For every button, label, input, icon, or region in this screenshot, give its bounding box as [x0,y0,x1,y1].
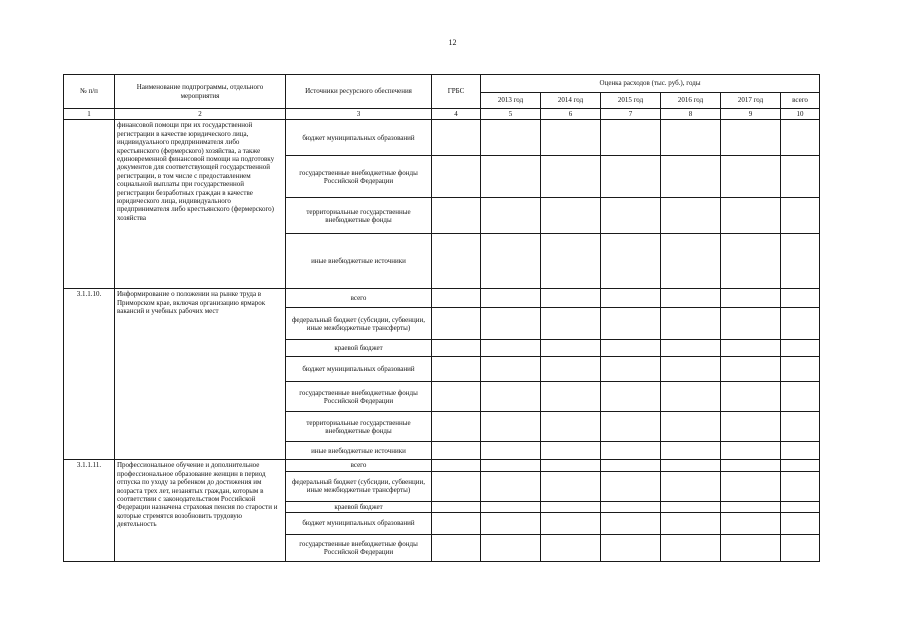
source-cell: территориальные государственные внебюджетные фонды [286,198,432,234]
value-cell [661,198,721,234]
value-cell [601,471,661,501]
header-year-2014: 2014 год [541,93,601,109]
value-cell [432,198,481,234]
row-name: Профессиональное обучение и дополнительное профессиональное образование женщин в период отпуска по уходу за ребенком до достижения им возраста трех лет, незанятых граждан, которым в соответствии с законодательством Российской Федерации назначена страховая пенсия по старости и которые стремятся возобновить трудовую деятельность [115,460,286,562]
col-number: 1 [64,109,115,120]
value-cell [781,442,820,460]
value-cell [601,460,661,471]
value-cell [541,120,601,156]
value-cell [541,412,601,442]
value-cell [541,156,601,198]
value-cell [541,357,601,382]
value-cell [541,501,601,512]
value-cell [481,442,541,460]
value-cell [432,460,481,471]
value-cell [481,308,541,340]
value-cell [432,289,481,308]
value-cell [721,120,781,156]
col-number: 9 [721,109,781,120]
value-cell [601,234,661,289]
value-cell [781,289,820,308]
row-name: Информирование о положении на рынке труда в Приморском крае, включая организацию ярмарок вакансий и учебных рабочих мест [115,289,286,460]
value-cell [432,156,481,198]
col-number: 2 [115,109,286,120]
value-cell [541,382,601,412]
value-cell [432,442,481,460]
header-year-2015: 2015 год [601,93,661,109]
value-cell [661,357,721,382]
value-cell [721,442,781,460]
value-cell [481,513,541,535]
header-year-2016: 2016 год [661,93,721,109]
source-cell: государственные внебюджетные фонды Российской Федерации [286,156,432,198]
col-number: 8 [661,109,721,120]
col-number: 6 [541,109,601,120]
table-row [64,460,820,471]
value-cell [601,289,661,308]
value-cell [541,471,601,501]
source-cell: федеральный бюджет (субсидии, субвенции, иные межбюджетные трансферты) [286,308,432,340]
value-cell [432,501,481,512]
value-cell [481,198,541,234]
value-cell [601,412,661,442]
value-cell [432,513,481,535]
value-cell [721,308,781,340]
value-cell [781,234,820,289]
value-cell [661,120,721,156]
value-cell [432,234,481,289]
value-cell [601,340,661,357]
source-cell: бюджет муниципальных образований [286,513,432,535]
col-number: 4 [432,109,481,120]
value-cell [721,535,781,562]
value-cell [661,442,721,460]
header-grbs: ГРБС [432,75,481,109]
table-row [64,289,820,308]
value-cell [481,382,541,412]
value-cell [721,234,781,289]
value-cell [721,198,781,234]
value-cell [541,460,601,471]
source-cell: государственные внебюджетные фонды Российской Федерации [286,382,432,412]
value-cell [601,382,661,412]
value-cell [432,357,481,382]
value-cell [601,156,661,198]
value-cell [601,535,661,562]
value-cell [432,382,481,412]
source-cell: всего [286,460,432,471]
value-cell [721,471,781,501]
value-cell [661,412,721,442]
value-cell [601,308,661,340]
value-cell [661,382,721,412]
value-cell [721,382,781,412]
value-cell [661,234,721,289]
value-cell [781,120,820,156]
header-total: всего [781,93,820,109]
row-name: финансовой помощи при их государственной регистрации в качестве юридического лица, индивидуального предпринимателя либо крестьянского (фермерского) хозяйства, а также единовременной финансовой помощи на подготовку документов для соответствующей государственной регистрации, в том числе с предоставлением социальной выплаты при государственной регистрации безработных граждан в качестве юридического лица, индивидуального предпринимателя либо крестьянского (фермерского) хозяйства [115,120,286,289]
value-cell [781,460,820,471]
expenditure-table [63,74,820,562]
col-number: 10 [781,109,820,120]
value-cell [481,501,541,512]
source-cell: бюджет муниципальных образований [286,357,432,382]
value-cell [661,460,721,471]
value-cell [721,501,781,512]
value-cell [661,340,721,357]
source-cell: государственные внебюджетные фонды Российской Федерации [286,535,432,562]
value-cell [661,513,721,535]
value-cell [541,513,601,535]
col-number: 5 [481,109,541,120]
row-num: 3.1.1.11. [64,460,115,562]
value-cell [661,156,721,198]
value-cell [661,308,721,340]
value-cell [721,460,781,471]
table-row [64,120,820,156]
value-cell [661,535,721,562]
value-cell [541,234,601,289]
value-cell [432,308,481,340]
value-cell [721,289,781,308]
row-num [64,120,115,289]
value-cell [721,412,781,442]
value-cell [781,513,820,535]
header-year-2013: 2013 год [481,93,541,109]
value-cell [601,513,661,535]
value-cell [781,357,820,382]
value-cell [541,442,601,460]
column-number-row [64,109,820,120]
value-cell [541,289,601,308]
col-number: 7 [601,109,661,120]
value-cell [601,120,661,156]
value-cell [481,357,541,382]
value-cell [781,412,820,442]
value-cell [601,442,661,460]
source-cell: федеральный бюджет (субсидии, субвенции, иные межбюджетные трансферты) [286,471,432,501]
value-cell [481,535,541,562]
value-cell [781,308,820,340]
value-cell [481,471,541,501]
value-cell [781,156,820,198]
value-cell [481,412,541,442]
value-cell [432,412,481,442]
value-cell [481,120,541,156]
value-cell [481,234,541,289]
value-cell [481,460,541,471]
value-cell [432,120,481,156]
value-cell [661,471,721,501]
value-cell [601,198,661,234]
source-cell: территориальные государственные внебюджетные фонды [286,412,432,442]
value-cell [781,501,820,512]
header-year-2017: 2017 год [721,93,781,109]
value-cell [781,471,820,501]
value-cell [661,501,721,512]
value-cell [661,289,721,308]
header-estimate: Оценка расходов (тыс. руб.), годы [481,75,820,93]
col-number: 3 [286,109,432,120]
header-name: Наименование подпрограммы, отдельного мероприятия [115,75,286,109]
page-number: 12 [448,38,457,47]
value-cell [481,156,541,198]
value-cell [721,156,781,198]
value-cell [432,471,481,501]
value-cell [601,357,661,382]
value-cell [781,198,820,234]
source-cell: краевой бюджет [286,501,432,512]
header-sources: Источники ресурсного обеспечения [286,75,432,109]
value-cell [432,535,481,562]
value-cell [541,535,601,562]
value-cell [721,357,781,382]
value-cell [781,382,820,412]
value-cell [781,535,820,562]
value-cell [481,340,541,357]
value-cell [481,289,541,308]
value-cell [781,340,820,357]
source-cell: иные внебюджетные источники [286,442,432,460]
source-cell: краевой бюджет [286,340,432,357]
source-cell: иные внебюджетные источники [286,234,432,289]
source-cell: всего [286,289,432,308]
row-num: 3.1.1.10. [64,289,115,460]
value-cell [601,501,661,512]
source-cell: бюджет муниципальных образований [286,120,432,156]
value-cell [432,340,481,357]
value-cell [541,308,601,340]
value-cell [541,198,601,234]
header-num: № п/п [64,75,115,109]
value-cell [721,513,781,535]
value-cell [541,340,601,357]
value-cell [721,340,781,357]
